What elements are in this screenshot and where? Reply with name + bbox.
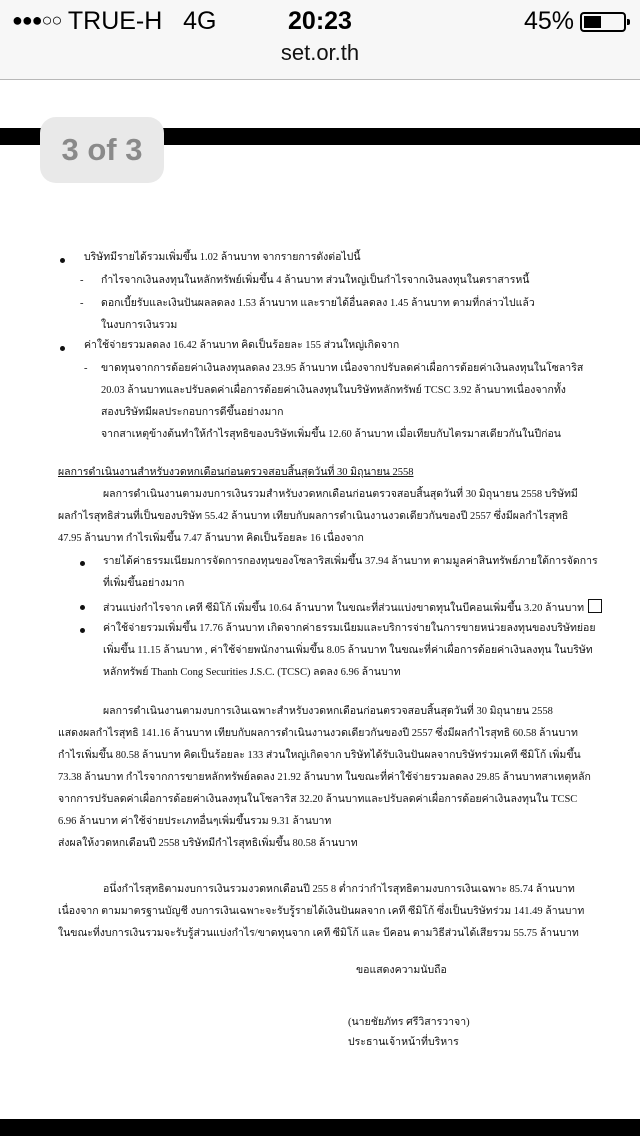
dash-icon: - [80, 298, 84, 309]
doc-line: อนึ่งกำไรสุทธิตามงบการเงินรวมงวดหกเดือนปี 255 8 ต่ำกว่ากำไรสุทธิตามงบการเงินเฉพาะ 85.74 ล้านบาท [103, 884, 575, 895]
doc-line: ผลการดำเนินงานตามงบการเงินเฉพาะสำหรับงวดหกเดือนก่อนตรวจสอบสิ้นสุดวันที่ 30 มิถุนายน 2558 [103, 706, 553, 717]
doc-line: ส่งผลให้งวดหกเดือนปี 2558 บริษัทมีกำไรสุทธิเพิ่มขึ้น 80.58 ล้านบาท [58, 838, 358, 849]
doc-line: ในงบการเงินรวม [101, 320, 178, 331]
carrier-name: TRUE-H [67, 7, 163, 35]
signer-title: ประธานเจ้าหน้าที่บริหาร [348, 1037, 459, 1048]
dash-icon: - [84, 363, 88, 374]
doc-line: บริษัทมีรายได้รวมเพิ่มขึ้น 1.02 ล้านบาท จากรายการดังต่อไปนี้ [84, 252, 361, 263]
checkbox-icon [588, 599, 602, 613]
battery-status [524, 7, 626, 36]
doc-line: ขาดทุนจากการด้อยค่าเงินลงทุนลดลง 23.95 ล้านบาท เนื่องจากปรับลดค่าเผื่อการด้อยค่าเงินลงทุนในโซลาริส [101, 363, 584, 374]
doc-line: เพิ่มขึ้น 11.15 ล้านบาท , ค่าใช้จ่ายพนักงานเพิ่มขึ้น 8.05 ล้านบาท ในขณะที่ค่าเผื่อการด้อยค่าเงินลงทุน ในบริษัท [103, 645, 593, 656]
address-bar-url[interactable]: set.or.th [280, 40, 360, 65]
doc-line: ในขณะที่งบการเงินรวมจะรับรู้ส่วนแบ่งกำไร/ขาดทุนจาก เคที ซีมิโก้ และ บีคอน ตามวิธีส่วนได้เสียรวม 55.75 ล้านบาท [58, 928, 579, 939]
bullet-icon [80, 605, 85, 610]
doc-line: รายได้ค่าธรรมเนียมการจัดการกองทุนของโซลาริสเพิ่มขึ้น 37.94 ล้านบาท ตามมูลค่าสินทรัพย์ภายใต้การจัดการ [103, 556, 598, 567]
doc-line: เนื่องจาก ตามมาตรฐานบัญชี งบการเงินเฉพาะจะรับรู้รายได้เงินปันผลจาก เคที ซีมิโก้ ซึ่งเป็นบริษัทร่วม 141.49 ล้านบาท [58, 906, 585, 917]
page-indicator: 3 of 3 [40, 117, 164, 183]
battery-icon [580, 12, 626, 32]
doc-line: กำไรจากเงินลงทุนในหลักทรัพย์เพิ่มขึ้น 4 ล้านบาท ส่วนใหญ่เป็นกำไรจากเงินลงทุนในตราสารหนี้ [101, 275, 530, 286]
bullet-icon [60, 346, 65, 351]
doc-line-text: ส่วนแบ่งกำไรจาก เคที ซีมิโก้ เพิ่มขึ้น 10.64 ล้านบาท ในขณะที่ส่วนแบ่งขาดทุนในบีคอนเพิ่มขึ้น 3.20 ล้านบาท [103, 603, 585, 614]
doc-line: สองบริษัทมีผลประกอบการดีขึ้นอย่างมาก [101, 407, 284, 418]
doc-line: กำไรเพิ่มขึ้น 80.58 ล้านบาท คิดเป็นร้อยละ 133 ส่วนใหญ่เกิดจาก บริษัทได้รับเงินปันผลจากบริษัทร่วมเคที ซีมิโก้ เพิ่มขึ้น [58, 750, 581, 761]
doc-line: ผลการดำเนินงานตามงบการเงินรวมสำหรับงวดหกเดือนก่อนตรวจสอบสิ้นสุดวันที่ 30 มิถุนายน 2558 บริษัทมี [103, 489, 578, 500]
doc-line: แสดงผลกำไรสุทธิ 141.16 ล้านบาท เทียบกับผลการดำเนินงานงวดเดียวกันของปี 2557 ซึ่งมีผลกำไรสุทธิ 60.58 ล้านบาท [58, 728, 578, 739]
battery-percent: 45% [523, 7, 574, 35]
clock: 20:23 [288, 7, 352, 35]
doc-line: หลักทรัพย์ Thanh Cong Securities J.S.C. (TCSC) ลดลง 6.96 ล้านบาท [103, 667, 401, 678]
doc-line [103, 599, 602, 616]
dash-icon: - [80, 275, 84, 286]
section-heading: ผลการดำเนินงานสำหรับงวดหกเดือนก่อนตรวจสอบสิ้นสุดวันที่ 30 มิถุนายน 2558 [58, 467, 414, 478]
network-type: 4G [183, 7, 217, 35]
doc-line: 47.95 ล้านบาท กำไรเพิ่มขึ้น 7.47 ล้านบาท คิดเป็นร้อยละ 16 เนื่องจาก [58, 533, 364, 544]
doc-line: จากการปรับลดค่าเผื่อการด้อยค่าเงินลงทุนในโซลาริส 32.20 ล้านบาทและปรับลดค่าเผื่อการด้อยค่าเงินลงทุนใน TCSC [58, 794, 578, 805]
doc-line: 20.03 ล้านบาทและปรับลดค่าเผื่อการด้อยค่าเงินลงทุนในบริษัทหลักทรัพย์ TCSC 3.92 ล้านบาทเนื่องจากทั้ง [101, 385, 566, 396]
doc-line: ค่าใช้จ่ายรวมลดลง 16.42 ล้านบาท คิดเป็นร้อยละ 155 ส่วนใหญ่เกิดจาก [84, 340, 400, 351]
ios-status-bar [0, 0, 640, 80]
bullet-icon [80, 628, 85, 633]
doc-line: ค่าใช้จ่ายรวมเพิ่มขึ้น 17.76 ล้านบาท เกิดจากค่าธรรมเนียมและบริการจ่ายในการขายหน่วยลงทุนของบริษัทย่อย [103, 623, 596, 634]
doc-line: 73.38 ล้านบาท กำไรจากการขายหลักทรัพย์ลดลง 21.92 ล้านบาท ในขณะที่ค่าใช้จ่ายรวมลดลง 29.85 ล้านบาทสาเหตุหลัก [58, 772, 591, 783]
doc-line: 6.96 ล้านบาท ค่าใช้จ่ายประเภทอื่นๆเพิ่มขึ้นรวม 9.31 ล้านบาท [58, 816, 332, 827]
page-separator-bottom [0, 1119, 640, 1136]
bullet-icon [60, 258, 65, 263]
doc-line: ดอกเบี้ยรับและเงินปันผลลดลง 1.53 ล้านบาท และรายได้อื่นลดลง 1.45 ล้านบาท ตามที่กล่าวไปแล้ว [101, 298, 535, 309]
signer-name: (นายชัยภัทร ศรีวิสารวาจา) [348, 1017, 470, 1028]
signal-strength-icon: ●●●○○ [12, 10, 62, 30]
doc-line: ที่เพิ่มขึ้นอย่างมาก [103, 578, 185, 589]
doc-line: ผลกำไรสุทธิส่วนที่เป็นของบริษัท 55.42 ล้านบาท เทียบกับผลการดำเนินงานงวดเดียวกันของปี 2557 ซึ่งมีผลกำไรสุทธิ [58, 511, 569, 522]
closing-salutation: ขอแสดงความนับถือ [356, 965, 447, 976]
bullet-icon [80, 561, 85, 566]
doc-line: จากสาเหตุข้างต้นทำให้กำไรสุทธิของบริษัทเพิ่มขึ้น 12.60 ล้านบาท เมื่อเทียบกับไตรมาสเดียวกันในปีก่อน [101, 429, 561, 440]
